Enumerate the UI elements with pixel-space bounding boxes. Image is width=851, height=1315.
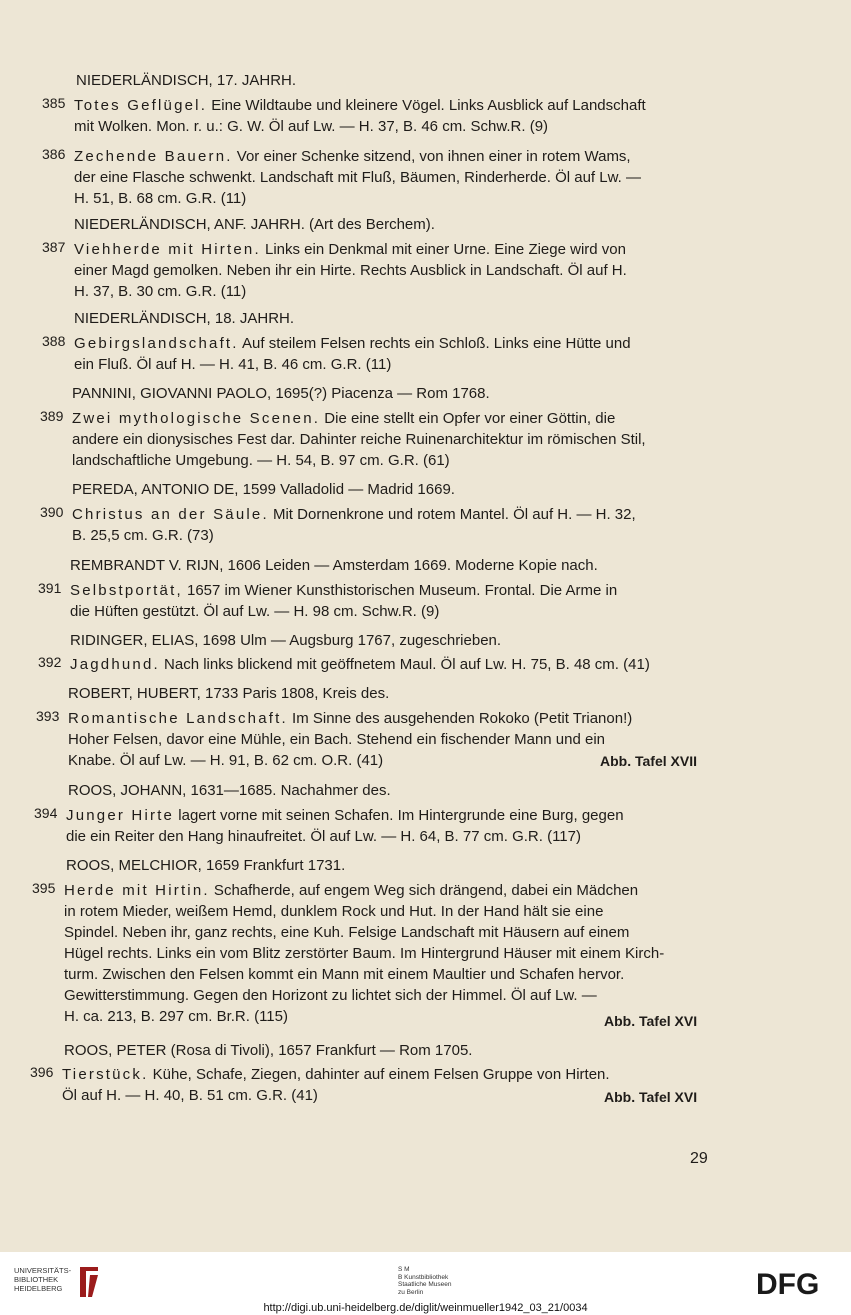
- entry-text: Die eine stellt ein Opfer vor einer Göttin, die: [320, 410, 616, 427]
- entry-text: H. 37, B. 30 cm. G.R. (11): [74, 283, 247, 300]
- artist-heading: NIEDERLÄNDISCH, ANF. JAHRH. (Art des Berchem).: [74, 216, 435, 233]
- catalog-entry-395: [32, 880, 665, 1027]
- artist-heading: ROOS, MELCHIOR, 1659 Frankfurt 1731.: [66, 857, 346, 874]
- entry-text: die Hüften gestützt. Öl auf Lw. — H. 98 cm. Schw.R. (9): [70, 603, 440, 620]
- entry-text: Knabe. Öl auf Lw. — H. 91, B. 62 cm. O.R. (41): [68, 752, 384, 769]
- lot-number: 395: [32, 880, 56, 896]
- entry-text: H. 51, B. 68 cm. G.R. (11): [74, 190, 247, 207]
- catalog-entry-392: [38, 654, 650, 675]
- lot-number: 391: [38, 580, 62, 596]
- page-number: 29: [690, 1150, 708, 1167]
- lot-number: 389: [40, 408, 64, 424]
- entry-text: andere ein dionysisches Fest dar. Dahinter reiche Ruinenarchitektur im römischen Stil,: [72, 431, 646, 448]
- entry-title: Viehherde mit Hirten.: [74, 241, 261, 258]
- entry-title: Jagdhund.: [70, 656, 160, 673]
- lot-number: 392: [38, 654, 62, 670]
- artist-heading: NIEDERLÄNDISCH, 17. JAHRH.: [76, 72, 297, 89]
- catalog-entry-386: [42, 146, 641, 209]
- permalink-url[interactable]: http://digi.ub.uni-heidelberg.de/diglit/weinmueller1942_03_21/0034: [263, 1302, 588, 1314]
- catalog-entry-385: [42, 95, 646, 137]
- entry-text: Eine Wildtaube und kleinere Vögel. Links Ausblick auf Landschaft: [207, 97, 646, 114]
- catalog-entry-394: [34, 805, 624, 847]
- university-emblem-icon: [76, 1263, 102, 1301]
- entry-text: Links ein Denkmal mit einer Urne. Eine Ziege wird von: [260, 241, 626, 258]
- entry-text: Öl auf H. — H. 40, B. 51 cm. G.R. (41): [62, 1087, 318, 1104]
- entry-text: B. 25,5 cm. G.R. (73): [72, 527, 214, 544]
- entry-title: Totes Geflügel.: [74, 97, 208, 114]
- catalog-entry-388: [42, 333, 631, 375]
- artist-heading: ROBERT, HUBERT, 1733 Paris 1808, Kreis des.: [68, 685, 390, 702]
- lot-number: 393: [36, 708, 60, 724]
- entry-title: Herde mit Hirtin.: [64, 882, 210, 899]
- lot-number: 388: [42, 333, 66, 349]
- plate-reference: Abb. Tafel XVI: [604, 1013, 698, 1029]
- entry-title: Junger Hirte: [66, 807, 175, 824]
- catalog-entry-390: [40, 504, 636, 546]
- artist-heading: ROOS, PETER (Rosa di Tivoli), 1657 Frankfurt — Rom 1705.: [64, 1042, 473, 1059]
- lot-number: 390: [40, 504, 64, 520]
- artist-heading: REMBRANDT V. RIJN, 1606 Leiden — Amsterdam 1669. Moderne Kopie nach.: [70, 557, 598, 574]
- lot-number: 394: [34, 805, 58, 821]
- entry-title: Christus an der Säule.: [72, 506, 269, 523]
- entry-text: Hügel rechts. Links ein vom Blitz zerstörter Baum. Im Hintergrund Häuser mit einem Kirch-: [64, 945, 665, 962]
- lot-number: 386: [42, 146, 66, 162]
- entry-text: in rotem Mieder, weißem Hemd, dunklem Rock und Hut. In der Hand hält sie eine: [64, 903, 604, 920]
- entry-text: landschaftliche Umgebung. — H. 54, B. 97 cm. G.R. (61): [72, 452, 450, 469]
- artist-heading: PANNINI, GIOVANNI PAOLO, 1695(?) Piacenza — Rom 1768.: [72, 385, 490, 402]
- entry-text: 1657 im Wiener Kunsthistorischen Museum. Frontal. Die Arme in: [182, 582, 618, 599]
- artist-heading: RIDINGER, ELIAS, 1698 Ulm — Augsburg 1767, zugeschrieben.: [70, 632, 502, 649]
- entry-title: Zwei mythologische Scenen.: [72, 410, 321, 427]
- artist-heading: ROOS, JOHANN, 1631—1685. Nachahmer des.: [68, 782, 391, 799]
- catalog-entry-389: [40, 408, 646, 471]
- entry-text: Nach links blickend mit geöffnetem Maul. Öl auf Lw. H. 75, B. 48 cm. (41): [159, 656, 650, 673]
- museum-stamp: S M B Kunstbibliothek Staatliche Museen zu Berlin: [398, 1266, 452, 1296]
- entry-title: Gebirgslandschaft.: [74, 335, 239, 352]
- entry-text: lagert vorne mit seinen Schafen. Im Hintergrunde eine Burg, gegen: [174, 807, 624, 824]
- entry-text: mit Wolken. Mon. r. u.: G. W. Öl auf Lw. — H. 37, B. 46 cm. Schw.R. (9): [74, 118, 549, 135]
- artist-heading: NIEDERLÄNDISCH, 18. JAHRH.: [74, 310, 295, 327]
- entry-title: Tierstück.: [62, 1066, 149, 1083]
- plate-reference: Abb. Tafel XVI: [604, 1089, 698, 1105]
- catalog-entry-393: [36, 708, 633, 771]
- entry-text: Schafherde, auf engem Weg sich drängend, dabei ein Mädchen: [209, 882, 639, 899]
- entry-title: Selbstportät,: [70, 582, 183, 599]
- catalog-entry-387: [42, 239, 627, 302]
- entry-text: der eine Flasche schwenkt. Landschaft mit Fluß, Bäumen, Rinderherde. Öl auf Lw. —: [74, 169, 641, 186]
- university-library-logo[interactable]: UNIVERSITÄTS- BIBLIOTHEK HEIDELBERG: [14, 1266, 72, 1293]
- entry-text: Kühe, Schafe, Ziegen, dahinter auf einem Felsen Gruppe von Hirten.: [148, 1066, 610, 1083]
- dfg-logo[interactable]: [756, 1268, 840, 1298]
- svg-text:DFG: DFG: [756, 1268, 820, 1298]
- plate-reference: Abb. Tafel XVII: [600, 753, 697, 769]
- entry-text: Gewitterstimmung. Gegen den Horizont zu lichtet sich der Himmel. Öl auf Lw. —: [64, 987, 597, 1004]
- entry-text: Mit Dornenkrone und rotem Mantel. Öl auf H. — H. 32,: [268, 506, 636, 523]
- entry-title: Zechende Bauern.: [74, 148, 233, 165]
- entry-text: Auf steilem Felsen rechts ein Schloß. Links eine Hütte und: [238, 335, 631, 352]
- artist-heading: PEREDA, ANTONIO DE, 1599 Valladolid — Madrid 1669.: [72, 481, 455, 498]
- entry-text: Hoher Felsen, davor eine Mühle, ein Bach. Stehend ein fischender Mann und ein: [68, 731, 606, 748]
- lot-number: 385: [42, 95, 66, 111]
- catalog-entry-391: [38, 580, 618, 622]
- entry-text: H. ca. 213, B. 297 cm. Br.R. (115): [64, 1008, 288, 1025]
- lot-number: 396: [30, 1064, 54, 1080]
- entry-text: einer Magd gemolken. Neben ihr ein Hirte. Rechts Ausblick in Landschaft. Öl auf H.: [74, 262, 627, 279]
- entry-text: ein Fluß. Öl auf H. — H. 41, B. 46 cm. G.R. (11): [74, 356, 392, 373]
- entry-text: Vor einer Schenke sitzend, von ihnen einer in rotem Wams,: [232, 148, 631, 165]
- entry-text: die ein Reiter den Hang hinaufreitet. Öl auf Lw. — H. 64, B. 77 cm. G.R. (117): [66, 828, 581, 845]
- entry-title: Romantische Landschaft.: [68, 710, 288, 727]
- entry-text: Spindel. Neben ihr, ganz rechts, eine Kuh. Felsige Landschaft mit Häusern auf einem: [64, 924, 630, 941]
- entry-text: turm. Zwischen den Felsen kommt ein Mann mit einem Maultier und Schafen hervor.: [64, 966, 625, 983]
- catalog-entry-396: [30, 1064, 610, 1106]
- lot-number: 387: [42, 239, 66, 255]
- entry-text: Im Sinne des ausgehenden Rokoko (Petit Trianon!): [287, 710, 633, 727]
